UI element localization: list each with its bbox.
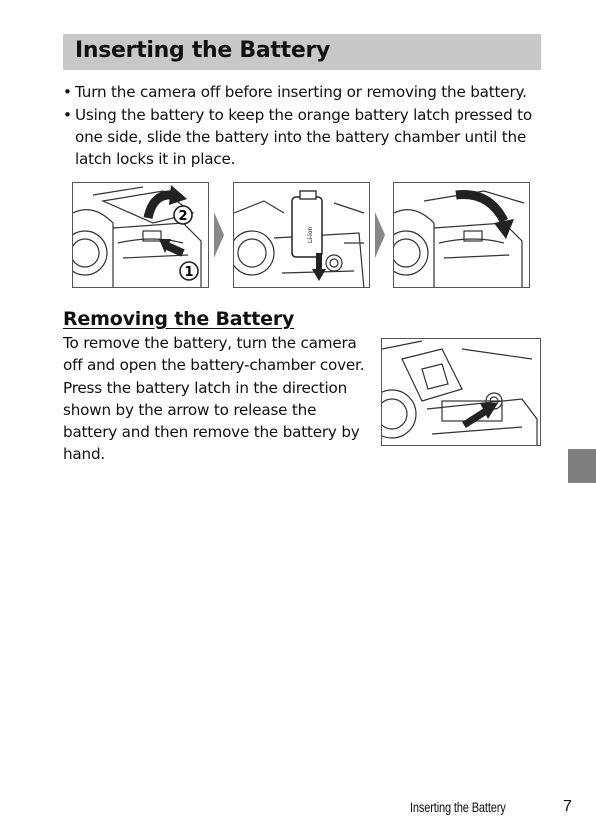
bullet-icon: • xyxy=(63,83,72,101)
close-cover-illustration xyxy=(394,183,530,288)
insertion-figures xyxy=(72,182,530,289)
figure-insert-battery xyxy=(233,182,370,288)
callout-1-icon xyxy=(179,261,199,281)
figure-close-cover xyxy=(393,182,530,288)
page-number: 7 xyxy=(563,798,572,815)
footer-section-title: Inserting the Battery xyxy=(410,800,506,815)
callout-2-label: 2 xyxy=(178,209,188,224)
insert-battery-illustration xyxy=(234,183,370,288)
callout-2-icon xyxy=(173,205,193,225)
title-bar xyxy=(63,34,541,70)
remove-battery-illustration xyxy=(382,339,541,446)
figure-remove-battery xyxy=(381,338,541,446)
step-arrow-icon xyxy=(214,212,224,258)
figure-open-cover xyxy=(72,182,209,288)
remove-instructions: To remove the battery, turn the camera off and open the battery-chamber cover. Press the battery latch in the direction shown by the arrow to release the battery and then remove the battery by hand. xyxy=(63,334,365,464)
page-title: Inserting the Battery xyxy=(75,38,331,63)
bullet-text: Turn the camera off before inserting or removing the battery. xyxy=(75,83,527,101)
instruction-list xyxy=(63,81,541,171)
section-tab xyxy=(568,449,596,483)
step-arrow-icon xyxy=(375,212,385,258)
bullet-text: Using the battery to keep the orange battery latch pressed to one side, slide the battery into the battery chamber until the latch locks it in place. xyxy=(75,106,532,168)
battery-label: Li-ion xyxy=(307,226,314,243)
bullet-icon: • xyxy=(63,106,72,124)
section-heading: Removing the Battery xyxy=(63,308,295,330)
callout-1-label: 1 xyxy=(184,265,194,280)
list-item xyxy=(63,81,541,103)
list-item xyxy=(63,104,541,170)
